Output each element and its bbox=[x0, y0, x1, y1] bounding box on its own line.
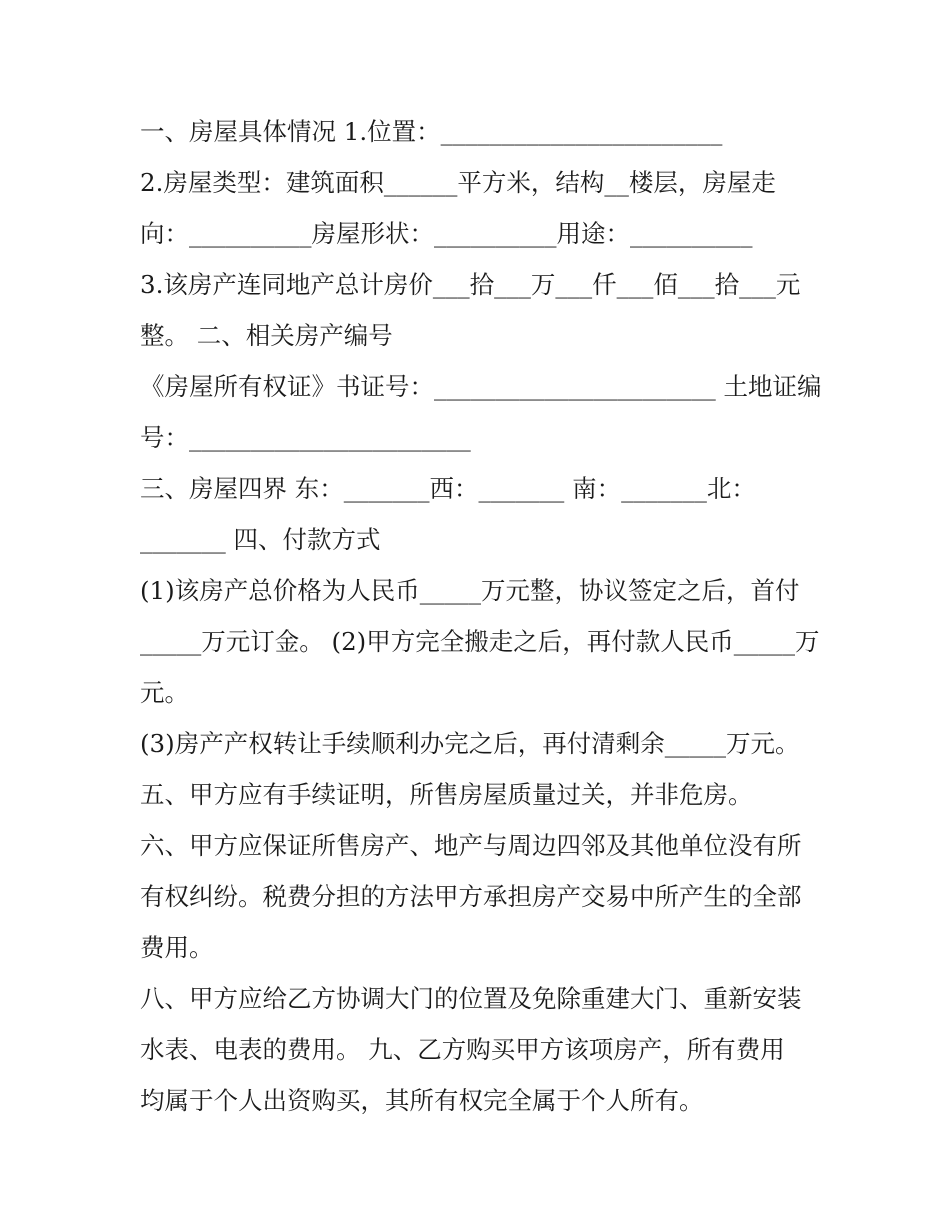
text-line: 有权纠纷。税费分担的方法甲方承担房产交易中所产生的全部 bbox=[140, 882, 802, 911]
text-line: _______ 四、付款方式 bbox=[140, 525, 381, 554]
text-line: (1)该房产总价格为人民币_____万元整，协议签定之后，首付 bbox=[140, 576, 800, 605]
text-line: 号：_______________________ bbox=[140, 423, 471, 452]
text-line: (3)房产产权转让手续顺利办完之后，再付清剩余_____万元。 bbox=[140, 729, 800, 758]
text-line: 费用。 bbox=[140, 933, 214, 962]
text-line: 均属于个人出资购买，其所有权完全属于个人所有。 bbox=[140, 1086, 704, 1115]
text-line: 2.房屋类型：建筑面积______平方米，结构__楼层，房屋走 bbox=[140, 168, 776, 197]
text-line: 六、甲方应保证所售房产、地产与周边四邻及其他单位没有所 bbox=[140, 831, 802, 860]
text-line: 水表、电表的费用。 九、乙方购买甲方该项房产，所有费用 bbox=[140, 1035, 785, 1064]
text-line: 《房屋所有权证》书证号：_______________________ 土地证编 bbox=[140, 372, 822, 401]
text-line: 五、甲方应有手续证明，所售房屋质量过关，并非危房。 bbox=[140, 780, 753, 809]
text-line: 3.该房产连同地产总计房价___拾___万___仟___佰___拾___元 bbox=[140, 270, 801, 299]
text-line: 三、房屋四界 东：_______西：_______ 南：_______北： bbox=[140, 474, 756, 503]
text-line: 整。 二、相关房产编号 bbox=[140, 321, 393, 350]
text-line: _____万元订金。 (2)甲方完全搬走之后，再付款人民币_____万 bbox=[140, 627, 820, 656]
text-line: 八、甲方应给乙方协调大门的位置及免除重建大门、重新安装 bbox=[140, 984, 802, 1013]
text-line: 一、房屋具体情况 1.位置：_______________________ bbox=[140, 117, 723, 146]
text-line: 元。 bbox=[140, 678, 189, 707]
text-line: 向：__________房屋形状：__________用途：__________ bbox=[140, 219, 753, 248]
document-body bbox=[140, 106, 820, 1126]
